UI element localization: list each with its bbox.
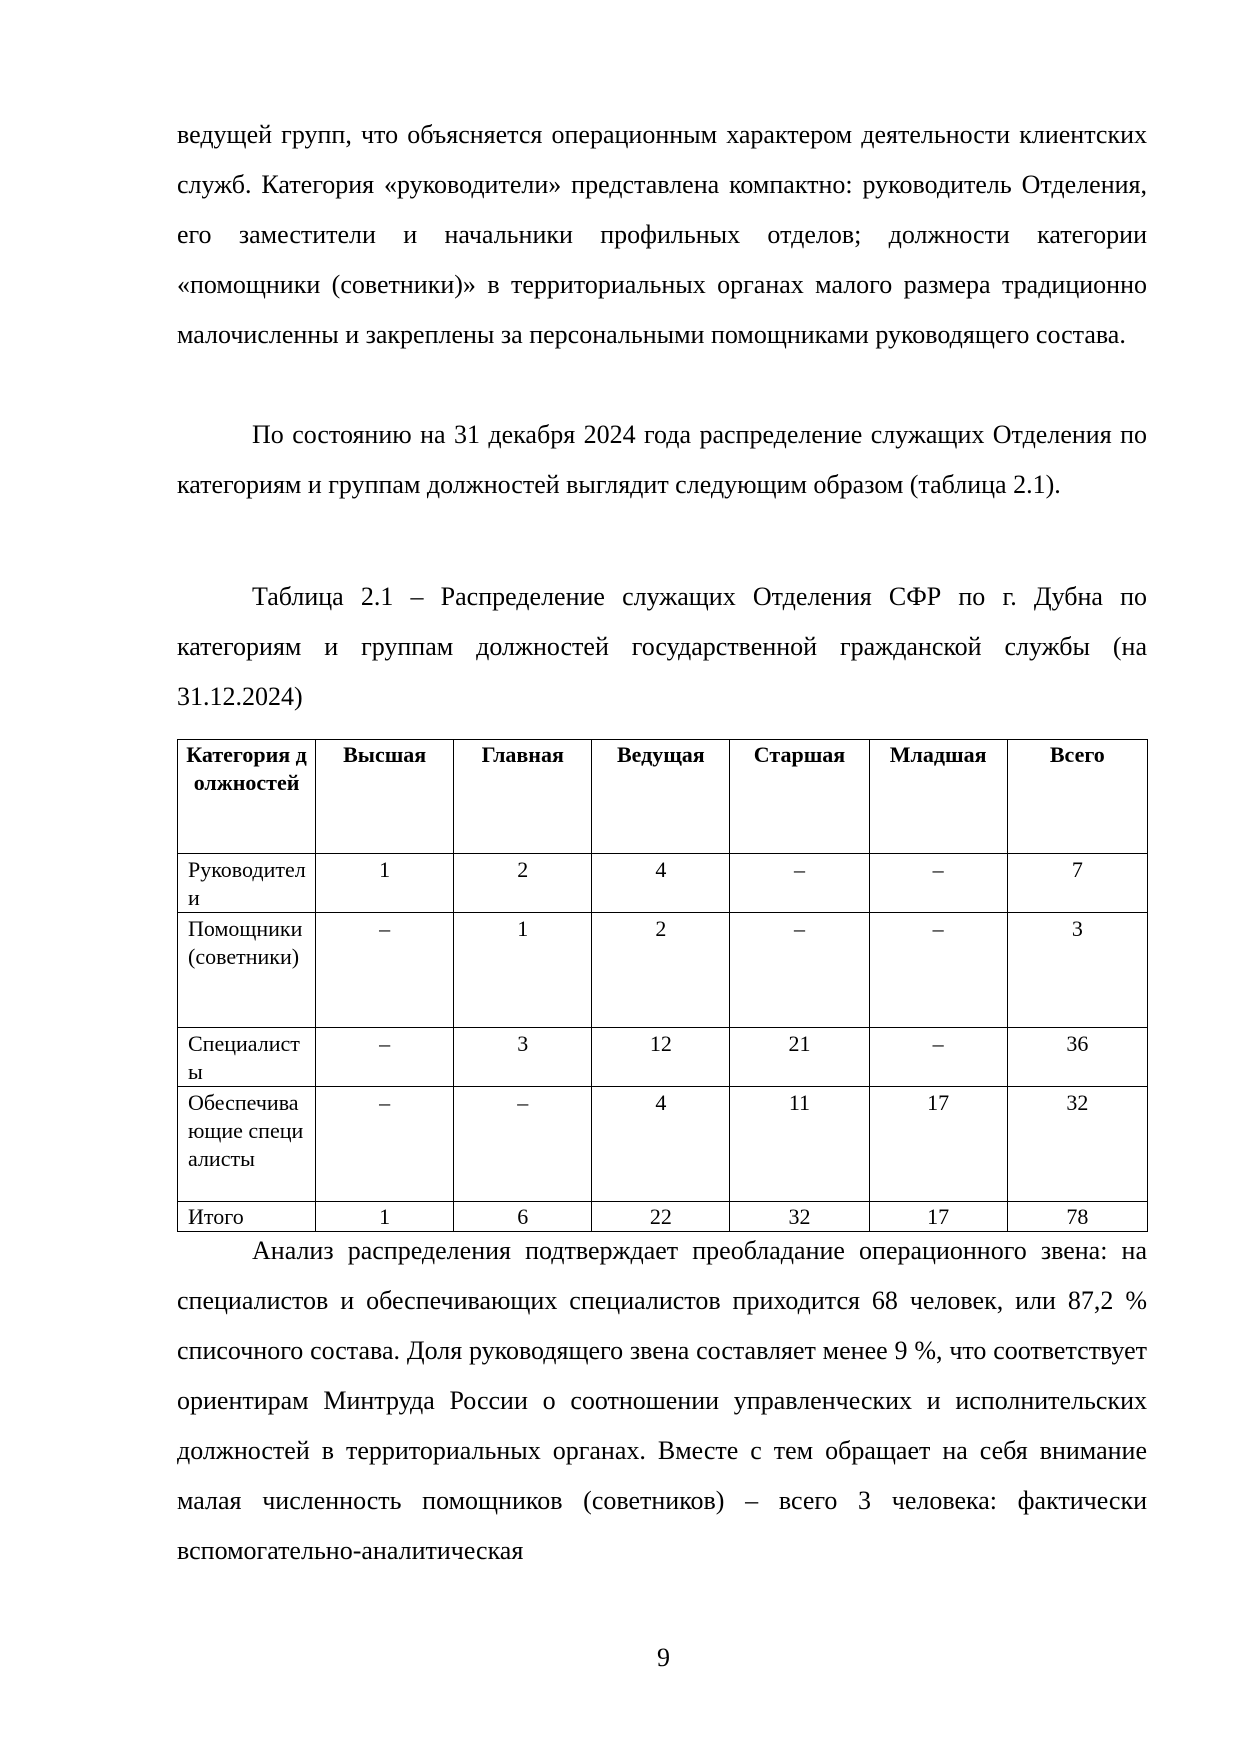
table-cell: 1 bbox=[316, 854, 454, 913]
table-cell: 36 bbox=[1007, 1028, 1147, 1087]
page-number: 9 bbox=[657, 1643, 670, 1672]
table-row bbox=[178, 913, 1148, 1028]
table-cell: – bbox=[730, 854, 869, 913]
table-cell: 4 bbox=[592, 1087, 730, 1202]
header-mladshaya: Младшая bbox=[869, 740, 1007, 854]
table-header-row bbox=[178, 740, 1148, 854]
table-cell: 1 bbox=[454, 913, 592, 1028]
row-category: Руководители bbox=[178, 854, 316, 913]
header-glavnaya: Главная bbox=[454, 740, 592, 854]
row-category: Специалисты bbox=[178, 1028, 316, 1087]
row-category: Итого bbox=[178, 1202, 316, 1232]
table-cell: 6 bbox=[454, 1202, 592, 1232]
table-cell: – bbox=[316, 1087, 454, 1202]
table-cell: 2 bbox=[592, 913, 730, 1028]
table-cell: 21 bbox=[730, 1028, 869, 1087]
table-row bbox=[178, 1028, 1148, 1087]
header-veduschaya: Ведущая bbox=[592, 740, 730, 854]
table-cell: – bbox=[730, 913, 869, 1028]
distribution-table bbox=[177, 739, 1148, 1232]
header-vsego: Всего bbox=[1007, 740, 1147, 854]
table-caption: Таблица 2.1 – Распределение служащих Отделения СФР по г. Дубна по категориям и группам должностей государственной гражданской службы (на 31.12.2024) bbox=[177, 582, 1147, 711]
table-row bbox=[178, 854, 1148, 913]
header-starshaya: Старшая bbox=[730, 740, 869, 854]
table-cell: 17 bbox=[869, 1202, 1007, 1232]
table-cell: 32 bbox=[1007, 1087, 1147, 1202]
row-category: Помощники (советники) bbox=[178, 913, 316, 1028]
row-category: Обеспечивающие специалисты bbox=[178, 1087, 316, 1202]
table-cell: 4 bbox=[592, 854, 730, 913]
header-category: Категория должностей bbox=[178, 740, 316, 854]
table-cell: 2 bbox=[454, 854, 592, 913]
table-cell: 7 bbox=[1007, 854, 1147, 913]
table-cell: 1 bbox=[316, 1202, 454, 1232]
table-cell: – bbox=[316, 1028, 454, 1087]
table-cell: – bbox=[869, 913, 1007, 1028]
table-cell: – bbox=[869, 1028, 1007, 1087]
table-cell: 32 bbox=[730, 1202, 869, 1232]
table-row bbox=[178, 1087, 1148, 1202]
header-vysshaya: Высшая bbox=[316, 740, 454, 854]
table-cell: – bbox=[869, 854, 1007, 913]
paragraph-analysis: Анализ распределения подтверждает преобладание операционного звена: на специалистов и обеспечивающих специалистов приходится 68 человек, или 87,2 % списочного состава. Доля руководящего звена составляет менее 9 %, что соответствует ориентирам Минтруда России о соотношении управленческих и исполнительских должностей в территориальных органах. Вместе с тем обращает на себя внимание малая численность помощников (советников) – всего 3 человека: фактически вспомогательно-аналитическая bbox=[177, 1236, 1147, 1565]
table-cell: 12 bbox=[592, 1028, 730, 1087]
table-cell: 3 bbox=[1007, 913, 1147, 1028]
paragraph-intro: По состоянию на 31 декабря 2024 года распределение служащих Отделения по категориям и группам должностей выглядит следующим образом (таблица 2.1). bbox=[177, 420, 1147, 499]
table-cell: 11 bbox=[730, 1087, 869, 1202]
paragraph-continuation: ведущей групп, что объясняется операционным характером деятельности клиентских служб. Категория «руководители» представлена компактно: руководитель Отделения, его заместители и начальники профильных отделов; должности категории «помощники (советники)» в территориальных органах малого размера традиционно малочисленны и закреплены за персональными помощниками руководящего состава. bbox=[177, 120, 1147, 349]
table-cell: – bbox=[316, 913, 454, 1028]
table-cell: – bbox=[454, 1087, 592, 1202]
table-cell: 78 bbox=[1007, 1202, 1147, 1232]
table-cell: 17 bbox=[869, 1087, 1007, 1202]
table-cell: 3 bbox=[454, 1028, 592, 1087]
table-cell: 22 bbox=[592, 1202, 730, 1232]
